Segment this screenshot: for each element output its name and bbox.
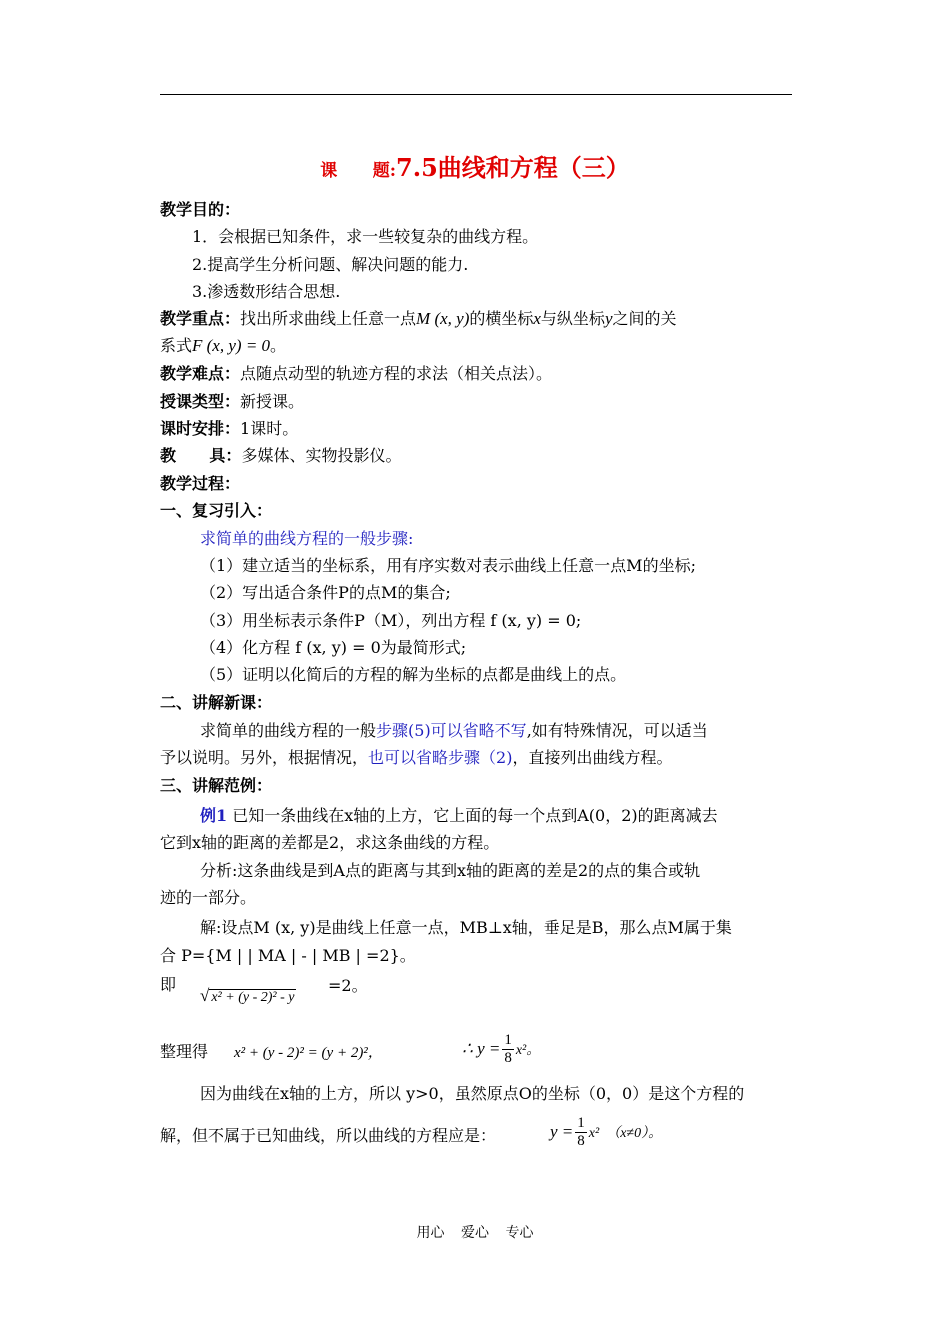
examples-heading: 三、讲解范例： xyxy=(160,776,273,795)
zl-result xyxy=(462,1032,950,1067)
para-text: ，直接列出曲线方程。 xyxy=(512,748,673,767)
key-point-m: M (x, y) xyxy=(416,309,470,328)
para-text: ,如有特殊情况，可以适当 xyxy=(526,721,708,740)
objective-item: 2.提高学生分析问题、解决问题的能力. xyxy=(192,255,469,274)
conclusion-tail: x² （x≠0）。 xyxy=(588,1126,663,1141)
page-footer: 用心 爱心 专心 xyxy=(416,1225,534,1241)
fraction-denominator: 8 xyxy=(577,1133,585,1149)
tools-line xyxy=(160,446,792,466)
key-point-formula: F (x, y) = 0 xyxy=(192,336,271,355)
lesson-type-label: 授课类型： xyxy=(160,392,241,411)
fraction-numerator: 1 xyxy=(504,1032,512,1048)
key-point-text: 找出所求曲线上任意一点 xyxy=(240,309,417,328)
para-text: 求简单的曲线方程的一般 xyxy=(200,721,377,740)
objectives-heading: 教学目的： xyxy=(160,200,241,219)
title-label: 课 题: xyxy=(320,161,397,181)
key-point-text: 系式 xyxy=(160,336,193,355)
review-step: （2）写出适合条件P的点M的集合; xyxy=(200,583,451,602)
difficulty-label: 教学难点： xyxy=(160,364,241,383)
key-point-x: x xyxy=(533,309,541,328)
zl-label: 整理得 xyxy=(160,1042,209,1061)
fraction xyxy=(575,1115,587,1150)
analysis-line2: 迹的一部分。 xyxy=(160,888,257,907)
example1-text: 已知一条曲线在x轴的上方，它上面的每一个点到A(0，2)的距离减去 xyxy=(227,806,718,825)
key-point-line1 xyxy=(160,309,792,329)
new-lesson-para-line2 xyxy=(160,748,792,768)
difficulty-line xyxy=(160,364,792,384)
review-step: （5）证明以化简后的方程的解为坐标的点都是曲线上的点。 xyxy=(200,665,627,684)
key-point-text: 与纵坐标 xyxy=(540,309,605,328)
review-step: （4）化方程 f (x, y) = 0为最简形式; xyxy=(200,638,467,657)
tools-text: 多媒体、实物投影仪。 xyxy=(241,446,402,465)
conclusion-eq: y = xyxy=(550,1122,574,1141)
zl-therefore: ∴ y = xyxy=(462,1039,501,1058)
para-text: 予以说明。另外，根据情况， xyxy=(160,748,369,767)
key-point-text: 之间的关 xyxy=(612,309,677,328)
objective-item: 1．会根据已知条件，求一些较复杂的曲线方程。 xyxy=(192,227,539,246)
conclusion-line1: 因为曲线在x轴的上方，所以 y>0，虽然原点O的坐标（0，0）是这个方程的 xyxy=(200,1084,745,1103)
tools-label: 教 具： xyxy=(160,446,242,465)
zl-equation: x² + (y - 2)² = (y + 2)²， xyxy=(234,1045,383,1061)
lesson-type-line xyxy=(160,392,792,412)
example1-line2: 它到x轴的距离的差都是2，求这条曲线的方程。 xyxy=(160,833,500,852)
para-highlight: 也可以省略步骤（2) xyxy=(368,748,513,767)
process-heading: 教学过程： xyxy=(160,474,241,493)
analysis-line1: 分析:这条曲线是到A点的距离与其到x轴的距离的差是2的点的集合或轨 xyxy=(200,861,701,880)
ji-result: =2。 xyxy=(328,976,368,995)
example1-line1 xyxy=(200,806,832,826)
review-heading: 一、复习引入： xyxy=(160,501,273,520)
fraction-numerator: 1 xyxy=(577,1115,585,1131)
key-point-y: y xyxy=(604,309,613,328)
solution-line2: 合 P={M | | MA | - | MB | =2}。 xyxy=(160,946,416,965)
page-title xyxy=(0,148,950,183)
conclusion-line2-text: 解，但不属于已知曲线，所以曲线的方程应是： xyxy=(160,1126,497,1145)
zl-tail: x²。 xyxy=(515,1043,541,1058)
fraction-denominator: 8 xyxy=(504,1050,512,1066)
fraction xyxy=(502,1032,514,1067)
header-rule xyxy=(160,94,792,95)
key-point-end: 。 xyxy=(270,336,287,355)
example1-label: 例1 xyxy=(200,806,228,825)
key-point-text: 的横坐标 xyxy=(469,309,534,328)
conclusion-formula xyxy=(550,1115,950,1150)
new-lesson-heading: 二、讲解新课： xyxy=(160,693,273,712)
key-point-line2 xyxy=(160,336,792,356)
schedule-line xyxy=(160,419,792,439)
para-highlight: 步骤(5)可以省略不写 xyxy=(376,721,527,740)
title-main: 7.5曲线和方程（三） xyxy=(396,153,630,182)
review-subtitle: 求简单的曲线方程的一般步骤: xyxy=(200,529,414,548)
ji-formula: x² + (y - 2)² - y xyxy=(211,990,295,1005)
new-lesson-para-line1 xyxy=(200,721,832,741)
sqrt-icon: √ xyxy=(200,986,210,1005)
lesson-type-text: 新授课。 xyxy=(240,392,305,411)
key-point-label: 教学重点： xyxy=(160,309,241,328)
ji-label: 即 xyxy=(160,975,177,994)
review-step: （1）建立适当的坐标系，用有序实数对表示曲线上任意一点M的坐标; xyxy=(200,556,696,575)
objective-item: 3.渗透数形结合思想. xyxy=(192,282,341,301)
schedule-text: 1课时。 xyxy=(240,419,299,438)
review-step: （3）用坐标表示条件P（M），列出方程 f (x, y) = 0; xyxy=(200,611,582,630)
solution-line1: 解:设点M (x, y)是曲线上任意一点，MB⊥x轴，垂足是B，那么点M属于集 xyxy=(200,918,732,937)
schedule-label: 课时安排： xyxy=(160,419,241,438)
difficulty-text: 点随点动型的轨迹方程的求法（相关点法）。 xyxy=(240,364,553,383)
